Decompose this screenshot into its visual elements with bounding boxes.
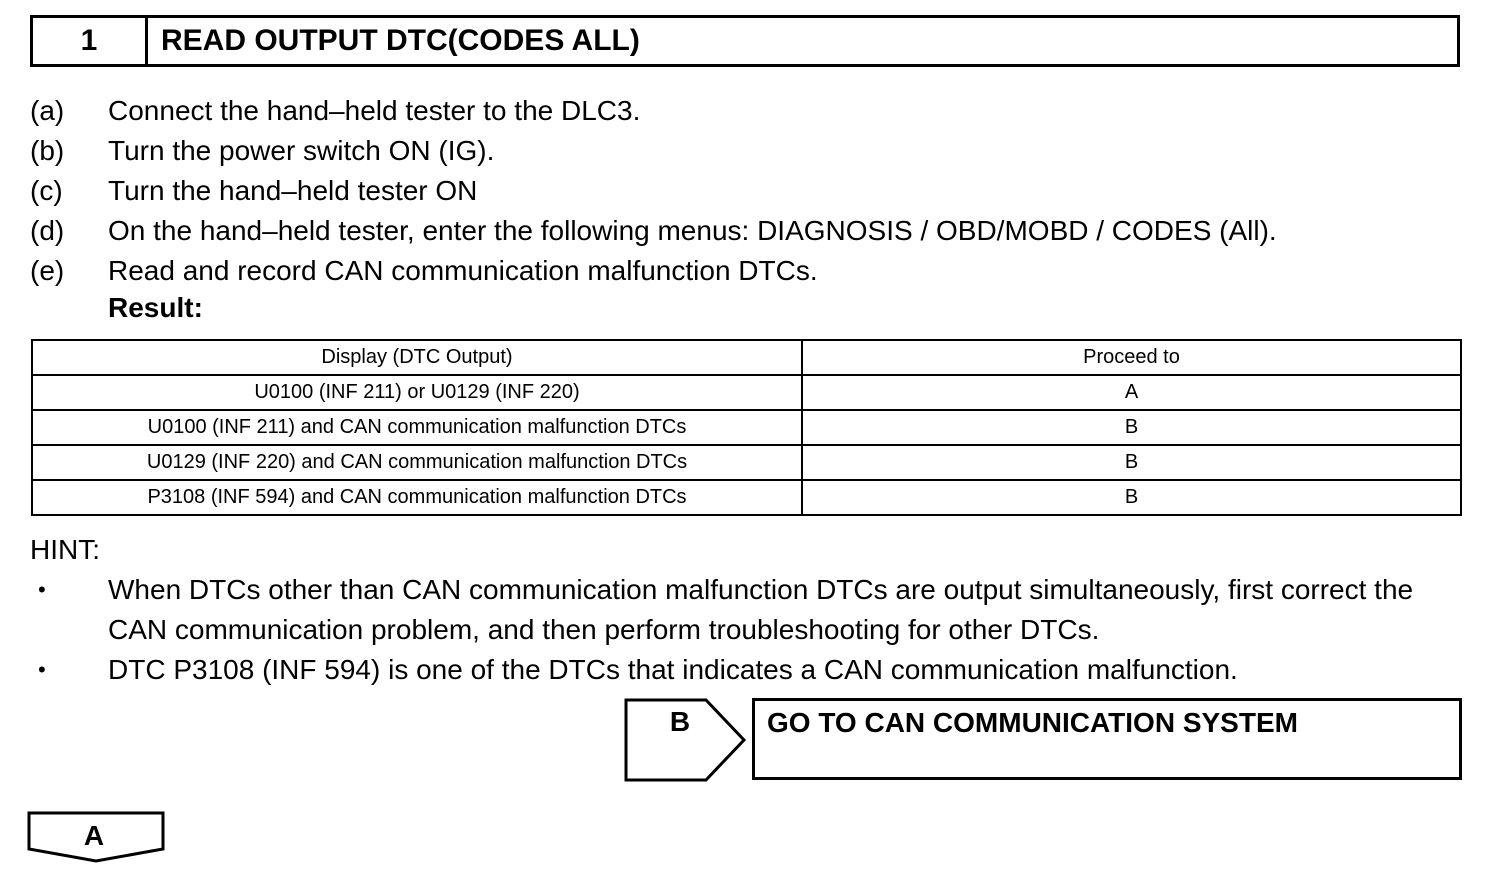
column-header-display: Display (DTC Output): [32, 340, 802, 375]
procedure-step-letter: (a): [30, 95, 65, 126]
procedure-step-text: Turn the hand–held tester ON: [108, 175, 478, 206]
column-header-proceed: Proceed to: [802, 340, 1461, 375]
table-row: [32, 445, 1461, 480]
proceed-to-cell: B: [802, 410, 1461, 445]
procedure-list: [30, 91, 1490, 291]
goto-branch-letter: B: [669, 706, 691, 737]
dtc-output-cell: U0129 (INF 220) and CAN communication malfunction DTCs: [32, 445, 802, 480]
procedure-step: [30, 91, 1490, 131]
dtc-output-cell: U0100 (INF 211) or U0129 (INF 220): [32, 375, 802, 410]
hint-title: HINT:: [30, 534, 100, 565]
dtc-output-cell: U0100 (INF 211) and CAN communication malfunction DTCs: [32, 410, 802, 445]
procedure-step-letter: (d): [30, 215, 65, 246]
hint-text: When DTCs other than CAN communication malfunction DTCs are output simultaneously, first correct the CAN communication problem, and then perform troubleshooting for other DTCs.: [108, 574, 1414, 645]
procedure-step: [30, 211, 1490, 251]
procedure-step-text: Connect the hand–held tester to the DLC3.: [108, 95, 641, 126]
goto-destination-box[interactable]: [752, 698, 1462, 780]
proceed-to-cell: B: [802, 480, 1461, 515]
procedure-step: [30, 251, 1490, 291]
next-step-letter: A: [83, 820, 105, 851]
result-label: Result:: [108, 292, 203, 323]
procedure-step-text: Read and record CAN communication malfunction DTCs.: [108, 255, 818, 286]
hint-item: [30, 570, 1470, 650]
table-row: [32, 410, 1461, 445]
procedure-step-letter: (e): [30, 255, 65, 286]
procedure-step-text: Turn the power switch ON (IG).: [108, 135, 495, 166]
goto-destination-text: GO TO CAN COMMUNICATION SYSTEM: [767, 707, 1298, 738]
result-table: [31, 339, 1462, 516]
hint-item: [30, 650, 1470, 690]
hint-list: [30, 570, 1470, 690]
step-title: READ OUTPUT DTC(CODES ALL): [161, 24, 640, 57]
procedure-step-letter: (b): [30, 135, 65, 166]
procedure-step-text: On the hand–held tester, enter the following menus: DIAGNOSIS / OBD/MOBD / CODES (All).: [108, 215, 1277, 246]
table-row: [32, 480, 1461, 515]
step-number: 1: [33, 18, 148, 64]
procedure-step: [30, 131, 1490, 171]
hint-text: DTC P3108 (INF 594) is one of the DTCs that indicates a CAN communication malfunction.: [108, 654, 1238, 685]
procedure-step-letter: (c): [30, 175, 63, 206]
table-header-row: [32, 340, 1461, 375]
proceed-to-cell: A: [802, 375, 1461, 410]
procedure-step: [30, 171, 1490, 211]
table-row: [32, 375, 1461, 410]
dtc-output-cell: P3108 (INF 594) and CAN communication malfunction DTCs: [32, 480, 802, 515]
proceed-to-cell: B: [802, 445, 1461, 480]
bullet-icon: •: [38, 577, 46, 602]
step-header: [30, 15, 1460, 67]
bullet-icon: •: [38, 657, 46, 682]
